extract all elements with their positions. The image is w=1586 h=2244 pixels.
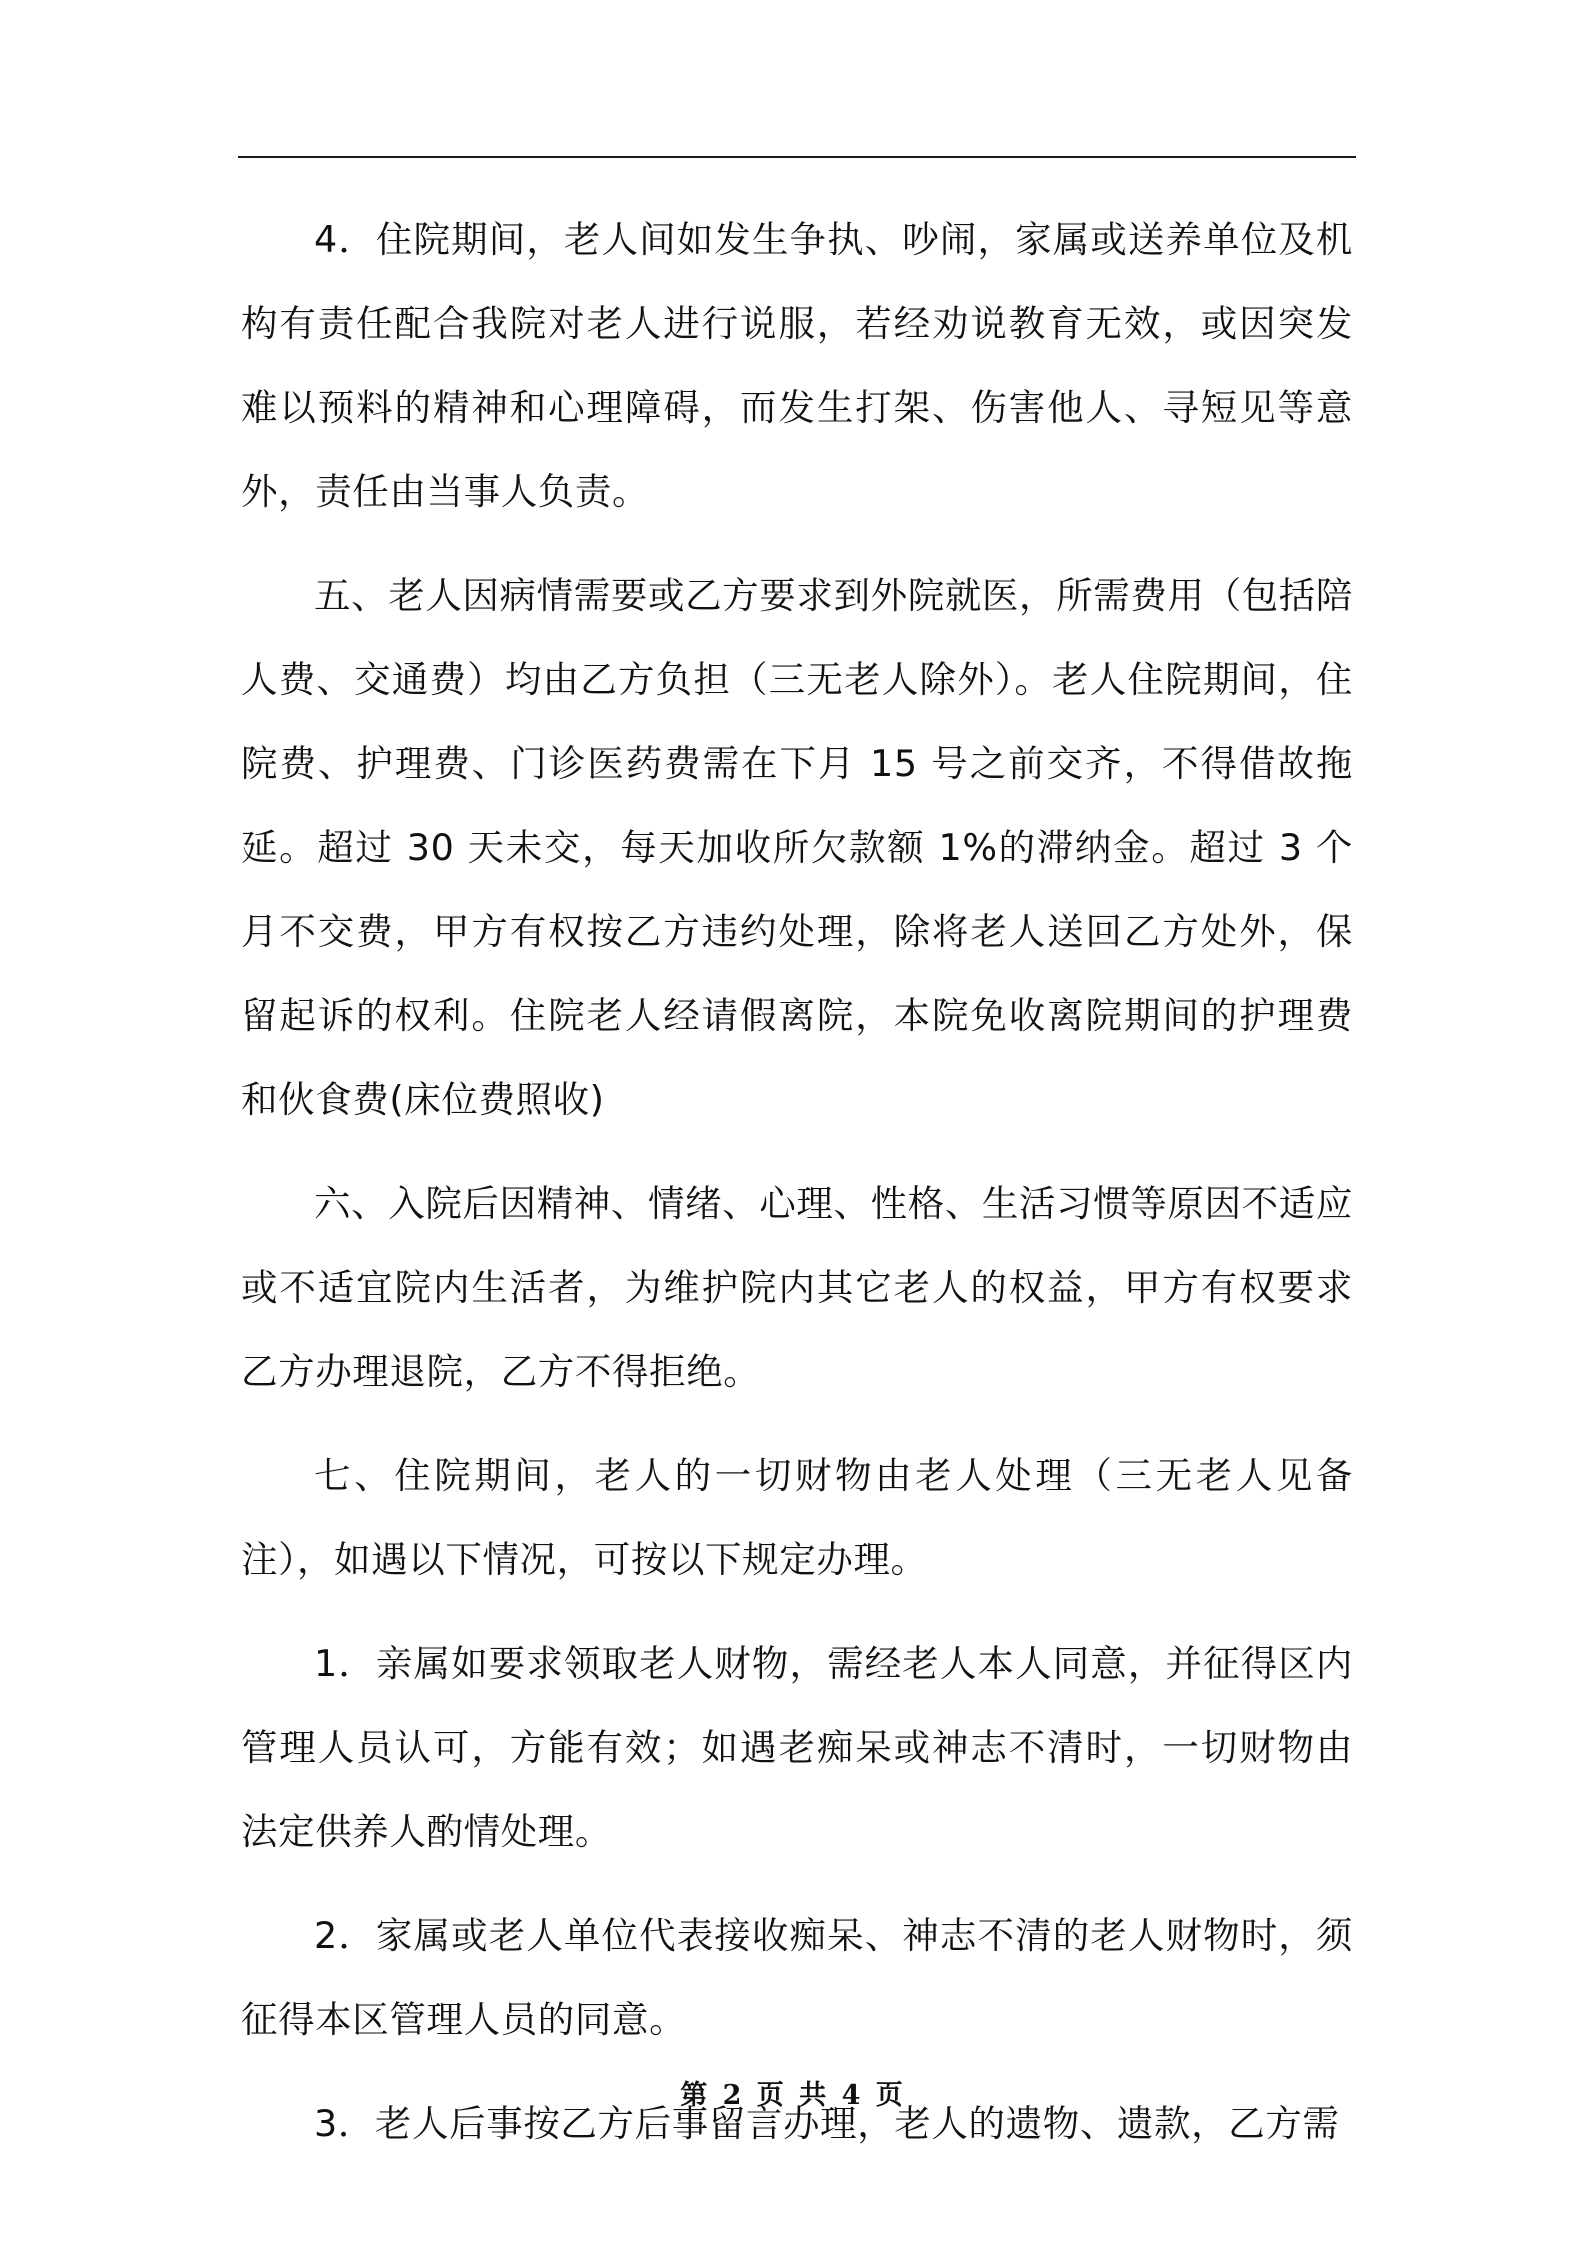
document-body	[241, 198, 1353, 2186]
header-rule	[238, 156, 1356, 158]
paragraph-item-1: 1．亲属如要求领取老人财物，需经老人本人同意，并征得区内管理人员认可，方能有效；如遇老痴呆或神志不清时，一切财物由法定供养人酌情处理。	[241, 1642, 1353, 1853]
paragraph-item-2: 2．家属或老人单位代表接收痴呆、神志不清的老人财物时，须征得本区管理人员的同意。	[241, 1914, 1353, 2041]
paragraph-section-6: 六、入院后因精神、情绪、心理、性格、生活习惯等原因不适应或不适宜院内生活者，为维护院内其它老人的权益，甲方有权要求乙方办理退院，乙方不得拒绝。	[241, 1182, 1353, 1393]
paragraph-section-7: 七、住院期间，老人的一切财物由老人处理（三无老人见备注），如遇以下情况，可按以下规定办理。	[241, 1454, 1353, 1581]
page-footer: 第 2 页 共 4 页	[680, 2080, 906, 2111]
paragraph-item-3: 3．老人后事按乙方后事留言办理，老人的遗物、遗款，乙方需	[314, 2102, 1340, 2145]
paragraph-clause-4: 4．住院期间，老人间如发生争执、吵闹，家属或送养单位及机构有责任配合我院对老人进行说服，若经劝说教育无效，或因突发难以预料的精神和心理障碍，而发生打架、伤害他人、寻短见等意外，责任由当事人负责。	[241, 218, 1353, 513]
paragraph-section-5: 五、老人因病情需要或乙方要求到外院就医，所需费用（包括陪人费、交通费）均由乙方负担（三无老人除外）。老人住院期间，住院费、护理费、门诊医药费需在下月 15 号之前交齐，不得借故拖延。超过 30 天未交，每天加收所欠款额 1%的滞纳金。超过 3 个月不交费，甲方有权按乙方违约处理，除将老人送回乙方处外，保留起诉的权利。住院老人经请假离院，本院免收离院期间的护理费和伙食费(床位费照收)	[241, 574, 1353, 1121]
